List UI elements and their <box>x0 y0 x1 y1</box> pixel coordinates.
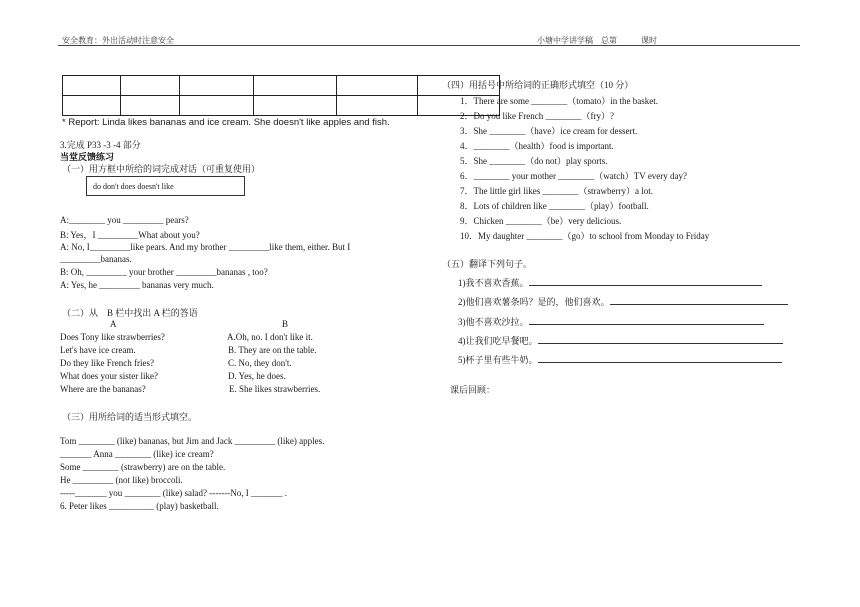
exercise-item-1: 1．There are some ________（tomato）in the basket. <box>460 96 658 106</box>
answer-line[interactable] <box>610 295 788 305</box>
part2-title: （二）从 B 栏中找出 A 栏的答语 <box>62 308 198 318</box>
exercise-item-3: 3．She ________（have）ice cream for dessert. <box>460 126 638 136</box>
table-cell <box>63 76 121 96</box>
answer-line[interactable] <box>538 334 783 344</box>
practice-title: 当堂反馈练习 <box>60 152 115 162</box>
exercise-item-8: 8．Lots of children like ________（play）football. <box>460 201 649 211</box>
exercise-item-2: 2．Do you like French ________（fry）? <box>460 111 614 121</box>
translate-item-3 <box>458 315 764 328</box>
translate-prompt: 4)让我们吃早餐吧。 <box>458 336 538 346</box>
exercise-item-6: 6．________ your mother ________（watch）TV every day? <box>460 171 688 181</box>
report-text: * Report: Linda likes bananas and ice cream. She doesn't like apples and fish. <box>62 117 390 128</box>
table-cell <box>180 76 254 96</box>
question-a-4: What does your sister like? <box>60 371 158 381</box>
exercise-item-7: 7．The little girl likes ________（strawberry）a lot. <box>460 186 653 196</box>
fill-line-5: -----_______ you ________ (like) salad? -------No, I _______ . <box>60 488 287 498</box>
exercise-item-5: 5．She ________（do not）play sports. <box>460 156 608 166</box>
exercise-item-4: 4．________（health）food is important. <box>460 141 614 151</box>
table-cell <box>337 96 418 116</box>
translate-item-5 <box>458 353 782 366</box>
question-a-5: Where are the bananas? <box>60 384 146 394</box>
translate-item-1 <box>458 276 762 289</box>
fill-line-2: _______ Anna ________ (like) ice cream? <box>60 449 214 459</box>
dialog-line-1: A:________ you _________ pears? <box>60 215 189 225</box>
answer-b-2: B. They are on the table. <box>228 345 317 355</box>
answer-line[interactable] <box>529 315 764 325</box>
column-a-label: A <box>110 319 117 329</box>
exercise-item-10: 10．My daughter ________（go）to school from Monday to Friday <box>460 231 710 241</box>
word-box <box>86 176 245 196</box>
word-box-text: do don't does doesn't like <box>93 182 174 191</box>
answer-line[interactable] <box>529 276 762 286</box>
blank-table <box>62 75 500 116</box>
table-row <box>63 76 500 96</box>
answer-b-4: D. Yes, he does. <box>228 371 286 381</box>
translate-item-2 <box>458 295 788 308</box>
table-row <box>63 96 500 116</box>
table-cell <box>63 96 121 116</box>
dialog-line-2: B: Yes，I _________What about you? <box>60 230 200 240</box>
table-cell <box>254 76 337 96</box>
dialog-line-6: A: Yes, he _________ bananas very much. <box>60 280 214 290</box>
table-cell <box>121 76 180 96</box>
answer-b-5: E. She likes strawberries. <box>229 384 321 394</box>
header-left: 安全教育：外出活动时注意安全 <box>62 36 174 45</box>
answer-line[interactable] <box>538 353 782 363</box>
exercise-item-9: 9．Chicken ________（be）very delicious. <box>460 216 622 226</box>
dialog-line-5: B: Oh, _________ your brother _________bananas , too? <box>60 267 268 277</box>
table-cell <box>180 96 254 116</box>
fill-line-6: 6. Peter likes __________ (play) basketball. <box>60 501 219 511</box>
dialog-line-4: _________bananas. <box>60 254 132 264</box>
table-cell <box>254 96 337 116</box>
fill-line-1: Tom ________ (like) bananas, but Jim and Jack _________ (like) apples. <box>60 436 325 446</box>
header-rule <box>58 45 800 46</box>
translate-item-4 <box>458 334 783 347</box>
table-cell <box>121 96 180 116</box>
part3-title: （三）用所给词的适当形式填空。 <box>62 412 198 422</box>
translate-prompt: 1)我不喜欢香蕉。 <box>458 278 529 288</box>
question-a-1: Does Tony like strawberries? <box>60 332 165 342</box>
task3-text: 3.完成 P33 -3 -4 部分 <box>60 140 141 150</box>
answer-b-1: A.Oh, no. I don't like it. <box>227 332 313 342</box>
table-cell <box>337 76 418 96</box>
part4-title: （四）用括号中所给词的正确形式填空（10 分） <box>442 80 634 90</box>
translate-prompt: 2)他们喜欢薯条吗？是的，他们喜欢。 <box>458 297 610 307</box>
fill-line-4: He _________ (not like) broccoli. <box>60 475 183 485</box>
dialog-line-3: A: No, I_________like pears. And my brother _________like them, either. But I <box>60 242 351 252</box>
question-a-3: Do they like French fries? <box>60 358 154 368</box>
review-label: 课后回顾： <box>450 385 496 395</box>
header-right: 小塘中学讲学稿 总第 课时 <box>537 36 657 45</box>
part5-title: （五）翻译下列句子。 <box>442 259 533 269</box>
part1-title: （一）用方框中所给的词完成对话（可重复使用） <box>62 164 261 174</box>
question-a-2: Let's have ice cream. <box>60 345 136 355</box>
translate-prompt: 3)他不喜欢沙拉。 <box>458 317 529 327</box>
column-b-label: B <box>282 319 289 329</box>
answer-b-3: C. No, they don't. <box>228 358 292 368</box>
translate-prompt: 5)杯子里有些牛奶。 <box>458 355 538 365</box>
fill-line-3: Some ________ (strawberry) are on the table. <box>60 462 226 472</box>
